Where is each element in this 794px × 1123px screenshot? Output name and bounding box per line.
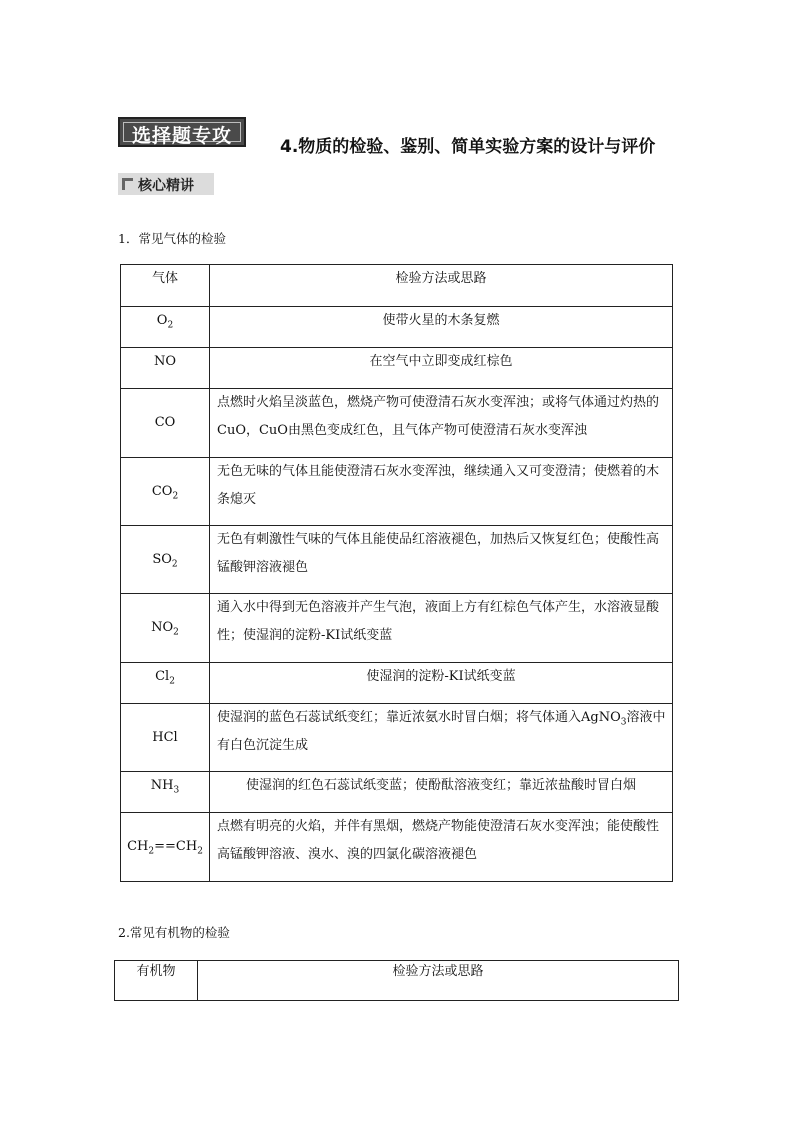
gas-name: $Cl_2$ <box>121 663 210 704</box>
section-heading-gases: 1．常见气体的检验 <box>118 231 226 246</box>
badge-label: 选择题专攻 <box>131 125 232 147</box>
test-method: 使湿润的蓝色石蕊试纸变红；靠近浓氨水时冒白烟；将气体通入AgNO$_3$溶液中有白色沉淀生成 <box>210 704 673 772</box>
test-method: 无色无味的气体且能使澄清石灰水变浑浊，继续通入又可变澄清；使燃着的木条熄灭 <box>210 458 673 526</box>
column-header: 检验方法或思路 <box>210 265 673 307</box>
test-method: 使湿润的淀粉-KI试纸变蓝 <box>210 663 673 704</box>
table-row <box>121 704 673 772</box>
section-badge <box>118 117 246 147</box>
gas-name: $SO_2$ <box>121 526 210 594</box>
organic-test-table <box>114 960 679 1001</box>
gas-name: CO <box>121 389 210 458</box>
column-header: 检验方法或思路 <box>198 961 679 1001</box>
table-row <box>121 348 673 389</box>
gas-name: NO <box>121 348 210 389</box>
table-row <box>121 594 673 663</box>
table-row <box>121 526 673 594</box>
subsection-label: 核心精讲 <box>138 178 194 194</box>
subsection-badge <box>118 173 214 195</box>
gas-name: $NH_3$ <box>121 772 210 813</box>
table-header-row <box>121 265 673 307</box>
test-method: 点燃时火焰呈淡蓝色，燃烧产物可使澄清石灰水变浑浊；或将气体通过灼热的CuO，CuO由黑色变成红色，且气体产物可使澄清石灰水变浑浊 <box>210 389 673 458</box>
test-method: 点燃有明亮的火焰，并伴有黑烟，燃烧产物能使澄清石灰水变浑浊；能使酸性高锰酸钾溶液、溴水、溴的四氯化碳溶液褪色 <box>210 813 673 882</box>
test-method: 通入水中得到无色溶液并产生气泡，液面上方有红棕色气体产生，水溶液显酸性；使湿润的淀粉-KI试纸变蓝 <box>210 594 673 663</box>
table-row <box>121 307 673 348</box>
gas-name: $CO_2$ <box>121 458 210 526</box>
gas-test-table <box>120 264 673 882</box>
table-row <box>121 458 673 526</box>
table-row <box>121 389 673 458</box>
table-row <box>121 772 673 813</box>
gas-name: HCl <box>121 704 210 772</box>
table-row <box>121 663 673 704</box>
table-header-row <box>115 961 679 1001</box>
column-header: 有机物 <box>115 961 198 1001</box>
table-row <box>121 813 673 882</box>
gas-name: $NO_2$ <box>121 594 210 663</box>
bracket-icon <box>122 178 133 190</box>
test-method: 无色有刺激性气味的气体且能使品红溶液褪色，加热后又恢复红色；使酸性高锰酸钾溶液褪色 <box>210 526 673 594</box>
gas-name: $CH_2==CH_2$ <box>121 813 210 882</box>
column-header: 气体 <box>121 265 210 307</box>
section-heading-organics: 2.常见有机物的检验 <box>118 925 230 940</box>
page-title: 4.物质的检验、鉴别、简单实验方案的设计与评价 <box>280 137 656 157</box>
gas-name: $O_2$ <box>121 307 210 348</box>
test-method: 使带火星的木条复燃 <box>210 307 673 348</box>
test-method: 使湿润的红色石蕊试纸变蓝；使酚酞溶液变红；靠近浓盐酸时冒白烟 <box>210 772 673 813</box>
test-method: 在空气中立即变成红棕色 <box>210 348 673 389</box>
